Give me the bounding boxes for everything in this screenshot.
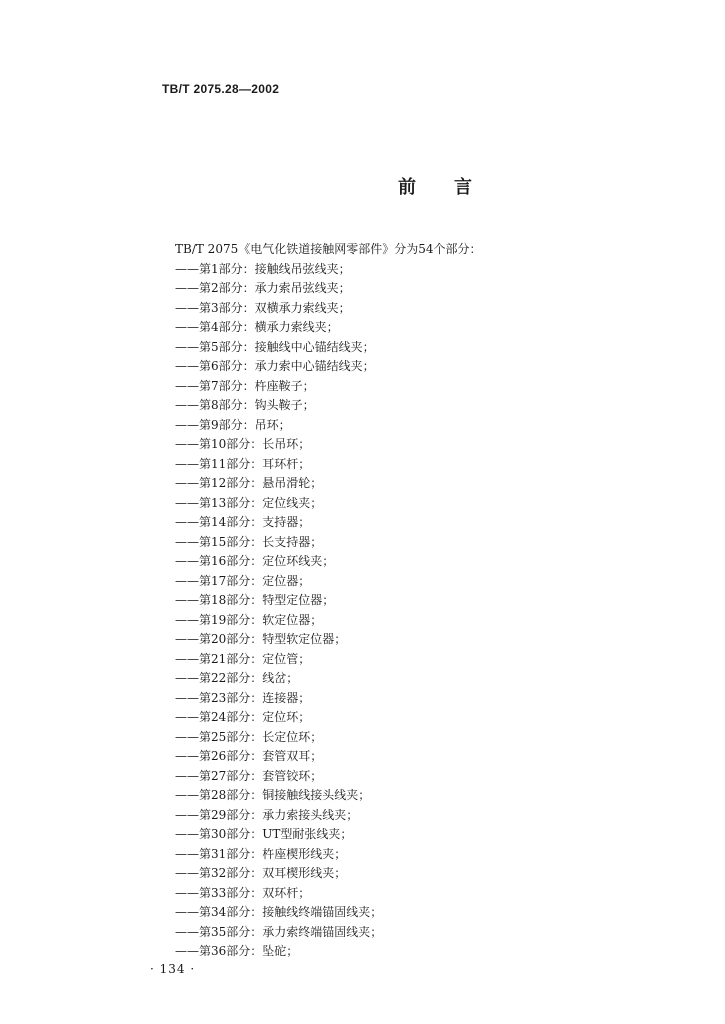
part-item: ——第9部分：吊环； (175, 417, 291, 432)
part-item: ——第25部分：长定位环； (175, 729, 323, 744)
part-item: ——第7部分：杵座鞍子； (175, 378, 315, 393)
part-item: ——第23部分：连接器； (175, 690, 311, 705)
part-item: ——第15部分：长支持器； (175, 534, 323, 549)
part-item: ——第29部分：承力索接头线夹； (175, 807, 359, 822)
document-code-header: TB/T 2075.28—2002 (162, 82, 280, 96)
part-item: ——第30部分：UT型耐张线夹； (175, 827, 353, 841)
page-number: · 134 · (150, 962, 196, 976)
part-item: ——第24部分：定位环； (175, 710, 311, 724)
part-item: ——第6部分：承力索中心锚结线夹； (175, 359, 375, 373)
part-item: ——第21部分：定位管； (175, 651, 311, 666)
parts-list (175, 260, 382, 962)
part-item: ——第4部分：横承力索线夹； (175, 320, 339, 334)
part-item: ——第32部分：双耳楔形线夹； (175, 866, 347, 880)
part-item: ——第27部分：套管铰环； (175, 768, 323, 783)
part-item: ——第2部分：承力索吊弦线夹； (175, 281, 351, 295)
part-item: ——第17部分：定位器； (175, 573, 311, 588)
part-item: ——第3部分：双横承力索线夹； (175, 300, 351, 315)
part-item: ——第31部分：杵座楔形线夹； (175, 846, 347, 861)
part-item: ——第8部分：钩头鞍子； (175, 398, 315, 412)
part-item: ——第34部分：接触线终端锚固线夹； (175, 905, 383, 919)
part-item: ——第26部分：套管双耳； (175, 749, 323, 763)
foreword-title: 前言 (398, 177, 510, 198)
part-item: ——第13部分：定位线夹； (175, 495, 323, 510)
part-item: ——第10部分：长吊环； (175, 437, 311, 451)
part-item: ——第5部分：接触线中心锚结线夹； (175, 339, 375, 354)
part-item: ——第33部分：双环杆； (175, 885, 311, 900)
part-item: ——第28部分：铜接触线接头线夹； (175, 788, 371, 802)
part-item: ——第12部分：悬吊滑轮； (175, 476, 323, 490)
intro-paragraph: TB/T 2075《电气化铁道接触网零部件》分为54个部分： (175, 242, 482, 256)
part-item: ——第16部分：定位环线夹； (175, 554, 335, 568)
part-item: ——第19部分：软定位器； (175, 612, 323, 627)
part-item: ——第36部分：坠砣； (175, 944, 299, 958)
part-item: ——第18部分：特型定位器； (175, 593, 335, 607)
part-item: ——第20部分：特型软定位器； (175, 632, 347, 646)
part-item: ——第11部分：耳环杆； (175, 456, 311, 471)
part-item: ——第14部分：支持器； (175, 515, 311, 529)
part-item: ——第1部分：接触线吊弦线夹； (175, 261, 351, 276)
part-item: ——第35部分：承力索终端锚固线夹； (175, 924, 383, 939)
part-item: ——第22部分：线岔； (175, 671, 299, 685)
